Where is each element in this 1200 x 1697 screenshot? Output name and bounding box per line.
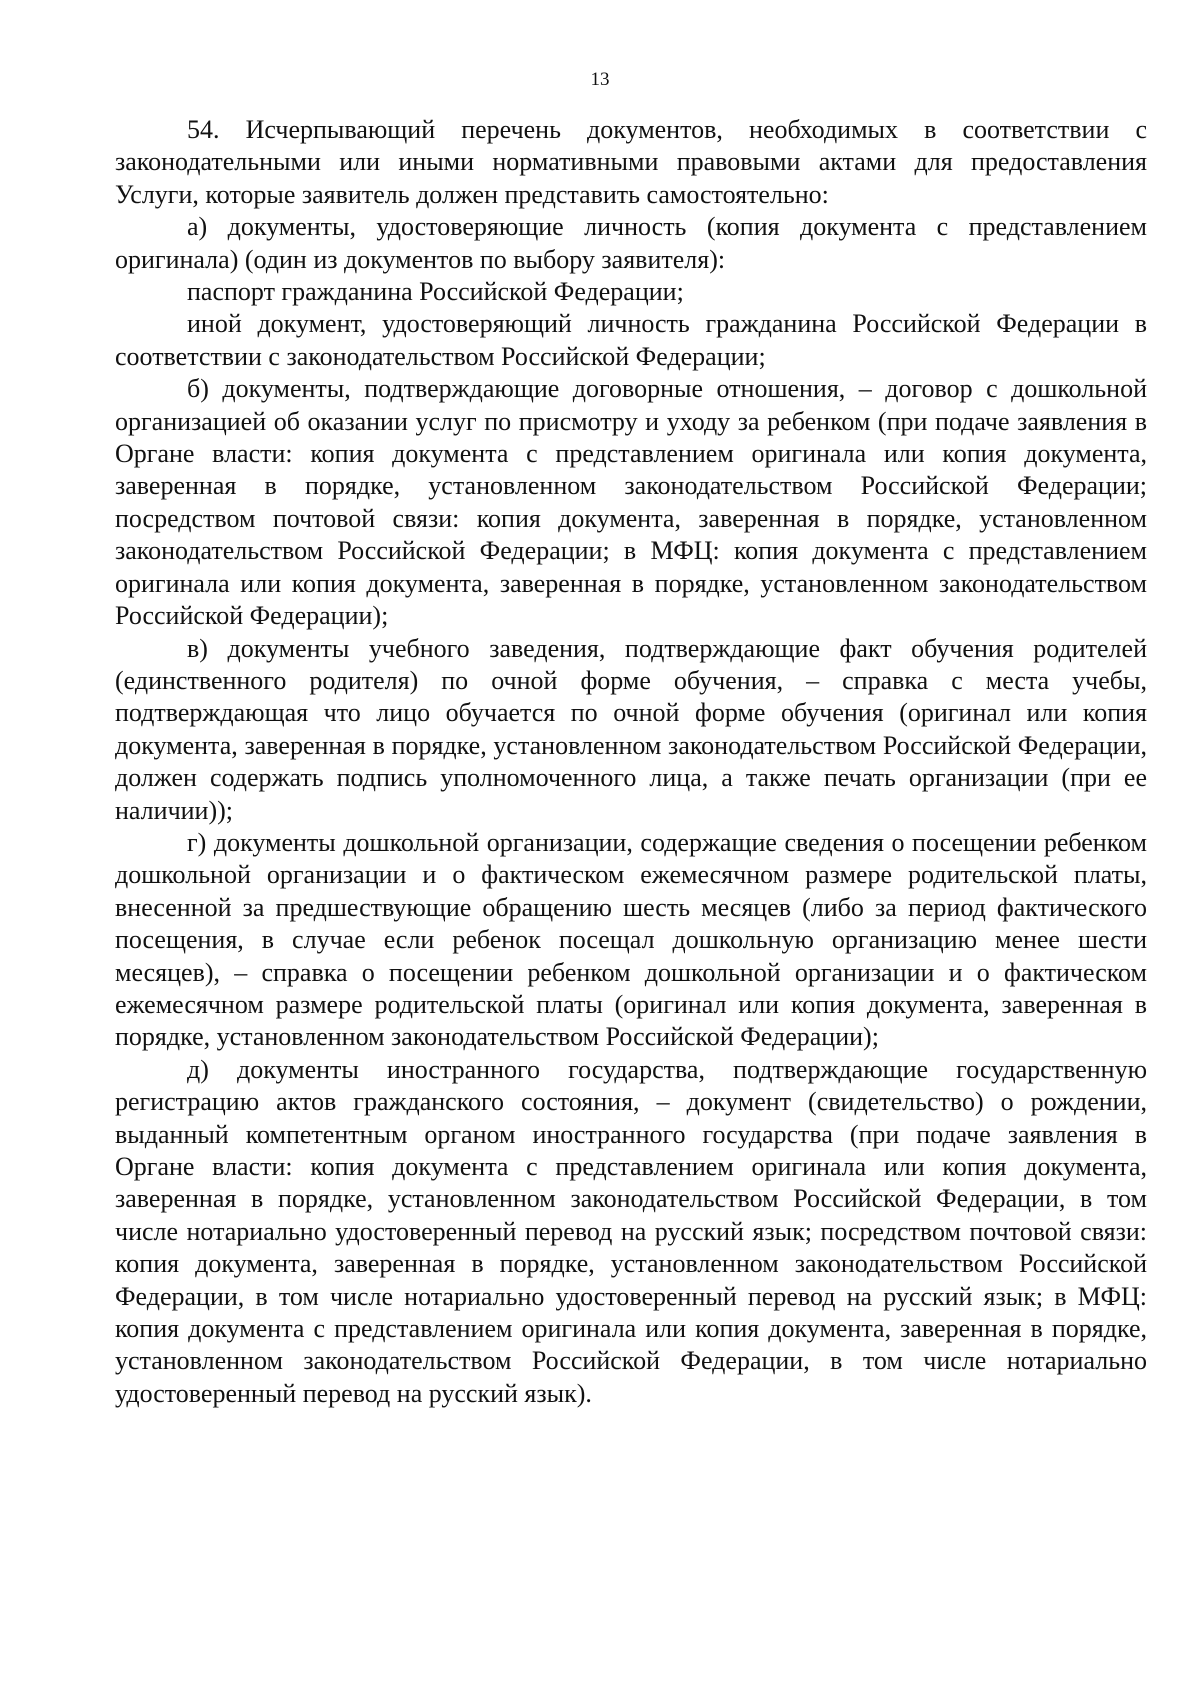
document-body (115, 114, 1147, 1410)
page-number: 13 (590, 69, 610, 90)
paragraph-item-d: д) документы иностранного государства, подтверждающие государственную регистрацию актов гражданского состояния, – документ (свидетельство) о рождении, выданный компетентным органом иностранного государства (при подаче заявления в Органе власти: копия документа с представлением оригинала или копия документа, заверенная в порядке, установленном законодательством Российской Федерации, в том числе нотариально удостоверенный перевод на русский язык; посредством почтовой связи: копия документа, заверенная в порядке, установленном законодательством Российской Федерации, в том числе нотариально удостоверенный перевод на русский язык; в МФЦ: копия документа с представлением оригинала или копия документа, заверенная в порядке, установленном законодательством Российской Федерации, в том числе нотариально удостоверенный перевод на русский язык). (115, 1054, 1147, 1408)
paragraph-item-b: б) документы, подтверждающие договорные отношения, – договор с дошкольной организацией об оказании услуг по присмотру и уходу за ребенком (при подаче заявления в Органе власти: копия документа с представлением оригинала или копия документа, заверенная в порядке, установленном законодательством Российской Федерации; посредством почтовой связи: копия документа, заверенная в порядке, установленном законодательством Российской Федерации; в МФЦ: копия документа с представлением оригинала или копия документа, заверенная в порядке, установленном законодательством Российской Федерации); (115, 374, 1147, 631)
paragraph-item-v: в) документы учебного заведения, подтверждающие факт обучения родителей (единственного родителя) по очной форме обучения, – справка с места учебы, подтверждающая что лицо обучается по очной форме обучения (оригинал или копия документа, заверенная в порядке, установленном законодательством Российской Федерации, должен содержать подпись уполномоченного лица, а также печать организации (при ее наличии)); (115, 633, 1147, 825)
paragraph-item-a: а) документы, удостоверяющие личность (копия документа с представлением оригинала) (один из документов по выбору заявителя): (115, 212, 1147, 274)
paragraph-other-id: иной документ, удостоверяющий личность гражданина Российской Федерации в соответствии с законодательством Российской Федерации; (115, 309, 1147, 371)
paragraph-passport: паспорт гражданина Российской Федерации; (187, 277, 684, 307)
paragraph-item-g: г) документы дошкольной организации, содержащие сведения о посещении ребенком дошкольной организации и о фактическом ежемесячном размере родительской платы, внесенной за предшествующие обращению шесть месяцев (либо за период фактического посещения, в случае если ребенок посещал дошкольную организацию менее шести месяцев), – справка о посещении ребенком дошкольной организации и о фактическом ежемесячном размере родительской платы (оригинал или копия документа, заверенная в порядке, установленном законодательством Российской Федерации); (115, 827, 1147, 1052)
paragraph-54-intro: 54. Исчерпывающий перечень документов, необходимых в соответствии с законодательными или иными нормативными правовыми актами для предоставления Услуги, которые заявитель должен представить самостоятельно: (115, 115, 1147, 209)
